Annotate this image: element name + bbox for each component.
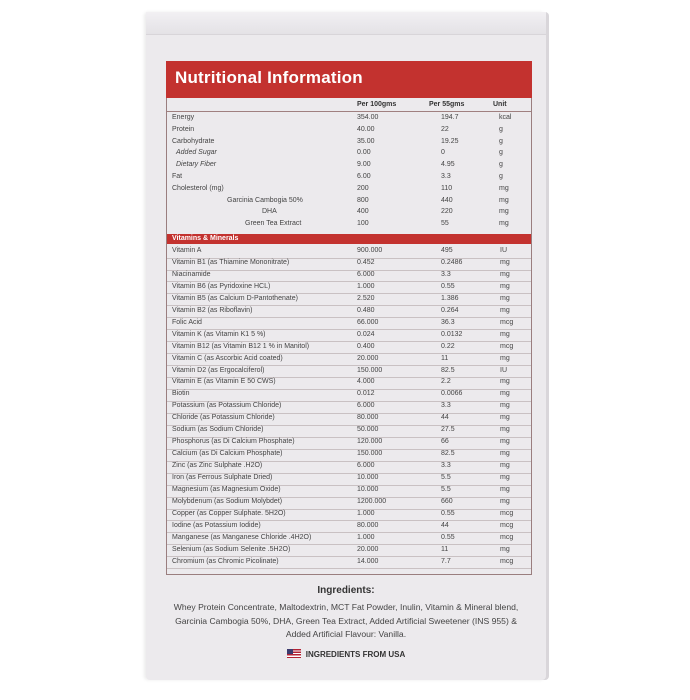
nutrition-name: Fat — [172, 173, 183, 180]
vitamin-name: Biotin — [172, 390, 190, 398]
nutrition-p100: 9.00 — [357, 161, 371, 169]
vitamin-unit: mcg — [500, 342, 514, 350]
header-divider — [167, 111, 531, 112]
vitamin-p55: 3.3 — [441, 402, 451, 410]
vitamin-name: Vitamin D2 (as Ergocalciferol) — [172, 366, 265, 374]
nutrition-unit: g — [499, 161, 503, 169]
nutrition-name: Garcinia Cambogia 50% — [227, 196, 303, 204]
nutrition-unit: kcal — [499, 114, 512, 121]
nutrition-p100: 354.00 — [357, 114, 379, 121]
vitamin-p55: 0.22 — [441, 342, 455, 350]
vitamin-unit: mcg — [500, 509, 514, 517]
nutrition-p55: 55 — [441, 220, 449, 228]
vitamin-unit: mg — [500, 426, 510, 434]
nutrition-p55: 22 — [441, 125, 449, 133]
vitamin-p55: 7.7 — [441, 557, 451, 565]
nutrition-p55: 194.7 — [441, 114, 459, 121]
vitamin-p55: 0.55 — [441, 533, 455, 541]
title-bar — [166, 61, 532, 98]
vitamin-unit: mg — [500, 450, 510, 458]
vitamin-p55: 3.3 — [441, 270, 451, 278]
vitamin-name: Calcium (as Di Calcium Phosphate) — [172, 450, 283, 458]
vitamin-p100: 6.000 — [357, 270, 375, 278]
nutrition-panel — [166, 98, 532, 575]
vitamin-p55: 82.5 — [441, 450, 455, 458]
nutrition-row — [167, 220, 531, 232]
vitamin-p100: 1200.000 — [357, 497, 387, 505]
vitamin-name: Vitamin K (as Vitamin K1 5 %) — [172, 330, 266, 338]
vitamin-p100: 80.000 — [357, 414, 379, 422]
vitamin-row — [167, 556, 531, 570]
vitamins-header-bar — [167, 234, 531, 244]
vitamin-p55: 44 — [441, 414, 449, 422]
nutrition-p55: 220 — [441, 208, 453, 216]
vitamin-name: Molybdenum (as Sodium Molybdet) — [172, 497, 283, 505]
nutrition-name: Green Tea Extract — [245, 220, 302, 228]
nutrition-name: Carbohydrate — [172, 137, 215, 145]
vitamin-unit: mg — [500, 270, 510, 278]
vitamin-unit: mcg — [500, 521, 514, 529]
nutrition-row — [167, 126, 531, 138]
vitamin-name: Zinc (as Zinc Sulphate .H2O) — [172, 462, 263, 470]
vitamin-p100: 150.000 — [357, 450, 383, 458]
vitamin-name: Magnesium (as Magnesium Oxide) — [172, 486, 281, 493]
nutrition-name: DHA — [262, 208, 277, 216]
vitamin-unit: mcg — [500, 557, 514, 565]
nutrition-p55: 440 — [441, 196, 453, 204]
vitamin-name: Iron (as Ferrous Sulphate Dried) — [172, 474, 273, 482]
nutrition-row — [167, 161, 531, 173]
vitamin-p55: 495 — [441, 247, 453, 254]
vitamin-p100: 900.000 — [357, 247, 383, 254]
vitamin-p55: 5.5 — [441, 486, 451, 493]
nutrition-unit: g — [499, 173, 503, 180]
vitamin-p55: 0.55 — [441, 282, 455, 290]
vitamin-p100: 80.000 — [357, 521, 379, 529]
nutrition-row — [167, 197, 531, 209]
vitamin-name: Iodine (as Potassium Iodide) — [172, 521, 261, 529]
nutrition-row — [167, 208, 531, 220]
ingredients-title: Ingredients: — [317, 585, 375, 596]
us-flag-icon — [287, 649, 301, 658]
vitamin-p100: 4.000 — [357, 378, 375, 386]
nutrition-name: Added Sugar — [176, 149, 217, 157]
header-unit: Unit — [493, 101, 507, 108]
vitamin-unit: mg — [500, 497, 510, 505]
vitamin-p55: 82.5 — [441, 366, 455, 374]
header-per55: Per 55gms — [429, 101, 465, 108]
nutrition-row — [167, 138, 531, 150]
vitamin-p100: 0.400 — [357, 342, 375, 350]
vitamin-unit: mg — [500, 354, 510, 362]
vitamin-name: Niacinamide — [172, 270, 211, 278]
nutrition-row — [167, 173, 531, 185]
vitamin-p55: 11 — [441, 545, 449, 553]
vitamin-p100: 0.024 — [357, 330, 375, 338]
nutrition-p100: 200 — [357, 184, 369, 192]
vitamin-name: Potassium (as Potassium Chloride) — [172, 402, 282, 410]
vitamin-name: Vitamin B12 (as Vitamin B12 1 % in Manitol) — [172, 342, 310, 350]
vitamin-p55: 5.5 — [441, 474, 451, 482]
nutrition-p100: 400 — [357, 208, 369, 216]
nutrition-p100: 800 — [357, 196, 369, 204]
vitamin-unit: mg — [500, 258, 510, 266]
vitamin-p55: 44 — [441, 521, 449, 529]
vitamin-name: Chromium (as Chromic Picolinate) — [172, 557, 279, 565]
vitamin-unit: mg — [500, 330, 510, 338]
vitamin-p100: 1.000 — [357, 533, 375, 541]
nutrition-p100: 100 — [357, 220, 369, 228]
vitamin-p55: 11 — [441, 354, 449, 362]
vitamin-p100: 10.000 — [357, 486, 379, 493]
vitamin-name: Phosphorus (as Di Calcium Phosphate) — [172, 438, 295, 446]
nutrition-title: Nutritional Information — [175, 68, 363, 87]
nutrition-row — [167, 185, 531, 197]
vitamin-unit: mg — [500, 545, 510, 553]
nutrition-p100: 35.00 — [357, 137, 375, 145]
vitamin-name: Folic Acid — [172, 318, 202, 326]
vitamin-name: Copper (as Copper Sulphate. 5H2O) — [172, 509, 286, 517]
ingredients-text: Whey Protein Concentrate, Maltodextrin, MCT Fat Powder, Inulin, Vitamin & Mineral blend, Garcinia Cambogia 50%, DHA, Green Tea Extract, Added Artificial Sweetener (INS 955) & Added Artificial Flavour: Vanilla. — [173, 602, 519, 639]
vitamin-unit: mg — [500, 294, 510, 302]
vitamin-unit: mg — [500, 378, 510, 386]
vitamin-name: Vitamin A — [172, 247, 202, 254]
vitamin-name: Vitamin E (as Vitamin E 50 CWS) — [172, 378, 276, 386]
vitamin-name: Vitamin B1 (as Thiamine Mononitrate) — [172, 258, 290, 266]
vitamin-name: Vitamin C (as Ascorbic Acid coated) — [172, 354, 283, 362]
vitamin-p55: 0.0132 — [441, 330, 463, 338]
nutrition-row — [167, 149, 531, 161]
vitamin-p55: 0.2486 — [441, 258, 463, 266]
vitamin-p100: 0.452 — [357, 258, 375, 266]
vitamin-unit: mg — [500, 402, 510, 410]
vitamin-unit: mg — [500, 390, 510, 398]
vitamin-p100: 20.000 — [357, 545, 379, 553]
origin-label — [146, 649, 546, 659]
vitamin-p100: 6.000 — [357, 462, 375, 470]
vitamin-name: Vitamin B5 (as Calcium D-Pantothenate) — [172, 294, 298, 302]
vitamin-unit: mg — [500, 462, 510, 470]
nutrition-unit: g — [499, 137, 503, 145]
nutrition-unit: g — [499, 149, 503, 157]
nutrition-unit: mg — [499, 196, 509, 204]
vitamin-unit: mg — [500, 282, 510, 290]
nutrition-unit: g — [499, 125, 503, 133]
vitamin-name: Selenium (as Sodium Selenite .5H2O) — [172, 545, 291, 553]
vitamin-p55: 0.0066 — [441, 390, 463, 398]
nutrition-unit: mg — [499, 184, 509, 192]
nutrition-p55: 3.3 — [441, 173, 451, 180]
vitamin-p100: 20.000 — [357, 354, 379, 362]
nutrition-p100: 6.00 — [357, 173, 371, 180]
vitamin-unit: IU — [500, 366, 507, 374]
vitamin-unit: mcg — [500, 533, 514, 541]
nutrition-name: Cholesterol (mg) — [172, 184, 224, 192]
vitamin-p55: 660 — [441, 497, 453, 505]
nutrition-row — [167, 114, 531, 126]
vitamin-p55: 27.5 — [441, 426, 455, 434]
vitamin-unit: mcg — [500, 318, 514, 326]
vitamin-unit: IU — [500, 247, 507, 254]
vitamin-unit: mg — [500, 306, 510, 314]
vitamin-name: Manganese (as Manganese Chloride .4H2O) — [172, 533, 312, 541]
vitamin-name: Vitamin B6 (as Pyridoxine HCL) — [172, 282, 271, 290]
vitamin-p100: 1.000 — [357, 509, 375, 517]
nutrition-name: Energy — [172, 114, 195, 121]
vitamin-unit: mg — [500, 486, 510, 493]
nutrition-unit: mg — [499, 208, 509, 216]
vitamin-p100: 66.000 — [357, 318, 379, 326]
vitamin-p100: 10.000 — [357, 474, 379, 482]
nutrition-p100: 0.00 — [357, 149, 371, 157]
header-per100: Per 100gms — [357, 101, 397, 108]
vitamin-p55: 0.264 — [441, 306, 459, 314]
product-box — [146, 12, 546, 680]
vitamin-p55: 66 — [441, 438, 449, 446]
vitamin-p55: 1.386 — [441, 294, 459, 302]
vitamin-p100: 0.480 — [357, 306, 375, 314]
vitamin-p100: 6.000 — [357, 402, 375, 410]
vitamin-p100: 0.012 — [357, 390, 375, 398]
vitamins-title: Vitamins & Minerals — [172, 235, 239, 242]
nutrition-p55: 0 — [441, 149, 445, 157]
vitamin-name: Chloride (as Potassium Chloride) — [172, 414, 275, 422]
vitamin-unit: mg — [500, 474, 510, 482]
vitamin-p100: 150.000 — [357, 366, 383, 374]
vitamin-p100: 2.520 — [357, 294, 375, 302]
vitamin-p100: 50.000 — [357, 426, 379, 434]
vitamin-name: Vitamin B2 (as Riboflavin) — [172, 306, 253, 314]
nutrition-unit: mg — [499, 220, 509, 228]
vitamin-p100: 120.000 — [357, 438, 383, 446]
nutrition-name: Protein — [172, 125, 195, 133]
nutrition-p100: 40.00 — [357, 125, 375, 133]
vitamin-p100: 1.000 — [357, 282, 375, 290]
vitamin-p55: 2.2 — [441, 378, 451, 386]
nutrition-p55: 4.95 — [441, 161, 455, 169]
vitamin-p55: 36.3 — [441, 318, 455, 326]
nutrition-p55: 19.25 — [441, 137, 459, 145]
vitamin-p55: 3.3 — [441, 462, 451, 470]
nutrition-p55: 110 — [441, 184, 453, 192]
vitamin-unit: mg — [500, 414, 510, 422]
nutrition-name: Dietary Fiber — [176, 161, 217, 169]
vitamin-p55: 0.55 — [441, 509, 455, 517]
vitamin-unit: mg — [500, 438, 510, 446]
vitamin-name: Sodium (as Sodium Chloride) — [172, 426, 264, 434]
origin-text: INGREDIENTS FROM USA — [305, 650, 406, 659]
vitamin-p100: 14.000 — [357, 557, 379, 565]
